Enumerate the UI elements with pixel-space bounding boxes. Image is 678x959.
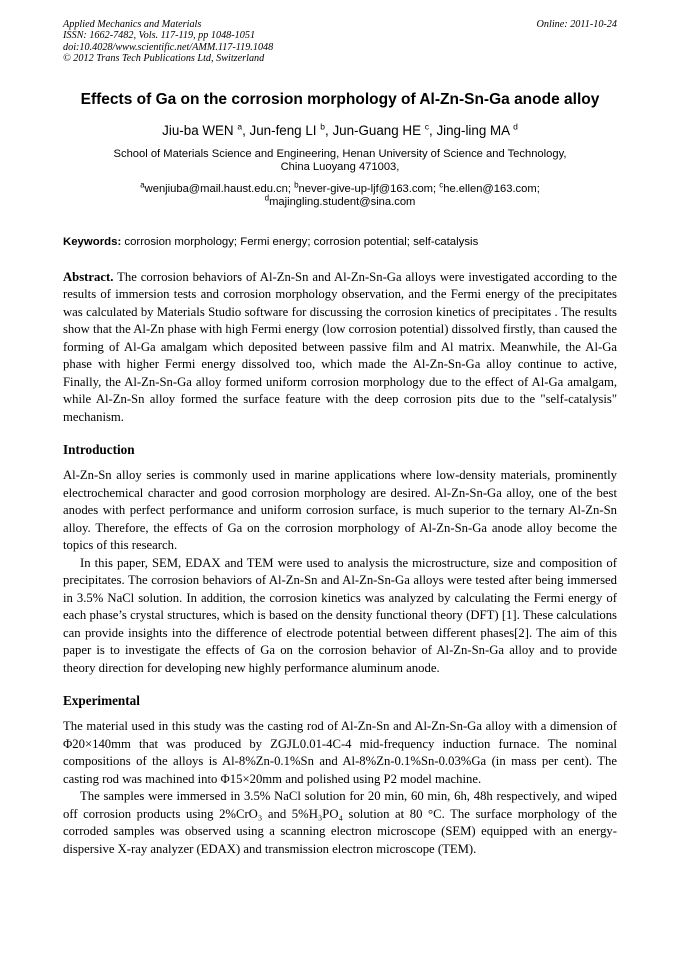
journal-copyright-line: © 2012 Trans Tech Publications Ltd, Switzerland <box>63 53 265 65</box>
author-marker: a <box>237 121 243 132</box>
author: Jiu-ba WEN $^a$, <box>162 121 250 138</box>
journal-name: Applied Mechanics and Materials <box>63 19 202 30</box>
keywords-label: Keywords: <box>63 235 122 248</box>
email-marker: c <box>439 179 444 189</box>
email-marker: b <box>294 179 299 189</box>
email: $^c$he.ellen@163.com; <box>439 179 540 195</box>
experimental-paragraph-1: The material used in this study was the casting rod of Al-Zn-Sn and Al-Zn-Sn-Ga alloy with a dimension of Φ20×140mm that was produced by ZGJL0.01-4C-4 mid-frequency induction furnace. The nominal compositions of the alloys is Al-8%Zn-0.1%Sn and Al-8%Zn-0.1%Sn-0.03%Ga (in mass per cent). The casting rod was machined into Φ15×20mm and polished using P2 model machine. <box>63 719 617 786</box>
author-marker: b <box>320 121 325 132</box>
author-separator: , <box>428 122 437 138</box>
author: Jun-feng LI $^b$, <box>249 121 333 138</box>
email-marker: d <box>264 193 270 203</box>
author-marker: d <box>513 121 518 132</box>
author-separator: , <box>324 122 333 138</box>
email: $^b$never-give-up-ljf@163.com; <box>294 179 440 195</box>
author: Jun-Guang HE $^c$, <box>332 121 437 138</box>
journal-doi-line: doi:10.4028/www.scientific.net/AMM.117-119.1048 <box>63 41 274 53</box>
email-separator: ; <box>536 182 540 195</box>
abstract-paragraph <box>63 269 617 427</box>
affiliation-line-1: School of Materials Science and Engineering, Henan University of Science and Technology, <box>113 147 567 160</box>
introduction-paragraph-1: Al-Zn-Sn alloy series is commonly used in marine applications where low-density materials, prominently electrochemical character and good corrosion morphology are desired. Al-Zn-Sn-Ga alloy, one of the best anodes with perfect performance and uniform corrosion surface, is much superior to the ternary Al-Zn-Sn alloy. Therefore, the effects of Ga on the corrosion morphology of Al-Zn-Sn-Ga anode alloy become the topics of this research. <box>63 468 617 553</box>
email-separator: ; <box>433 182 440 195</box>
journal-issn-line: ISSN: 1662-7482, Vols. 117-119, pp 1048-1051 <box>63 30 256 42</box>
author-emails <box>63 179 617 210</box>
online-date: Online: 2011-10-24 <box>536 19 617 30</box>
email-separator: ; <box>287 182 295 195</box>
abstract-text: The corrosion behaviors of Al-Zn-Sn and Al-Zn-Sn-Ga alloys were investigated according to the results of immersion tests and corrosion morphology observation, and the Fermi energy of the precipitates was calculated by Materials Studio software for discussing the corrosion kinetics of precipitates . The results show that the Al-Zn phase with high Fermi energy (low corrosion potential) dissolved firstly, than caused the forming of Al-Ga amalgam which deposited between passive film and Al matrix. Meanwhile, the Al-Ga phase with higher Fermi energy dissolved too, which made the Al-Zn-Sn-Ga alloy continue to active, Finally, the Al-Zn-Sn-Ga alloy formed uniform corrosion morphology due to the effect of Al-Ga amalgam, while Al-Zn-Sn alloy formed the surface feature with the deep corrosion pits due to the "self-catalysis" mechanism. <box>63 269 617 424</box>
email: $^d$majingling.student@sina.com <box>264 193 416 209</box>
email-marker: a <box>140 179 145 189</box>
author-marker: c <box>424 121 429 132</box>
experimental-paragraph-2: The samples were immersed in 3.5% NaCl solution for 20 min, 60 min, 6h, 48h respectively, and wiped off corrosion products using 2%CrO₃ and 5%H₃PO₄ solution at 80 °C. The surface morphology of the corroded samples was observed using a scanning electron microscope (SEM) equipped with an energy-dispersive X-ray analyzer (EDAX) and transmission electron microscope (TEM). <box>63 789 617 856</box>
paper-title: Effects of Ga on the corrosion morphology of Al-Zn-Sn-Ga anode alloy <box>80 90 600 108</box>
author-separator: , <box>242 122 250 138</box>
keywords-text: corrosion morphology; Fermi energy; corrosion potential; self-catalysis <box>121 235 479 248</box>
affiliation <box>63 148 617 175</box>
affiliation-line-2: China Luoyang 471003, <box>280 161 400 174</box>
authors-line <box>63 122 617 139</box>
emails-line-1 <box>63 179 617 197</box>
section-heading-experimental: Experimental <box>63 693 140 709</box>
section-heading-introduction: Introduction <box>63 442 135 458</box>
journal-header <box>63 19 617 65</box>
keywords-line <box>63 235 617 249</box>
abstract-label: Abstract. <box>63 269 114 284</box>
emails-line-2 <box>63 193 617 210</box>
author: Jing-ling MA $^d$ <box>436 121 518 138</box>
email: $^a$wenjiuba@mail.haust.edu.cn; <box>140 179 295 195</box>
introduction-paragraph-2: In this paper, SEM, EDAX and TEM were used to analysis the microstructure, size and composition of precipitates. The corrosion behaviors of Al-Zn-Sn and Al-Zn-Sn-Ga alloys were tested after being immersed in 3.5% NaCl solution. In addition, the corrosion kinetics was analyzed by calculating the Fermi energy of each phase’s crystal structures, which is based on the density functional theory (DFT) [1]. These calculations can provide insights into the difference of electrode potential between different phases[2]. The aim of this paper is to investigate the effects of Ga on the corrosion behavior of Al-Zn-Sn-Ga alloy and to provide theory direction for developing new highly performance aluminum anode. <box>63 555 617 675</box>
journal-header-left <box>63 19 273 65</box>
